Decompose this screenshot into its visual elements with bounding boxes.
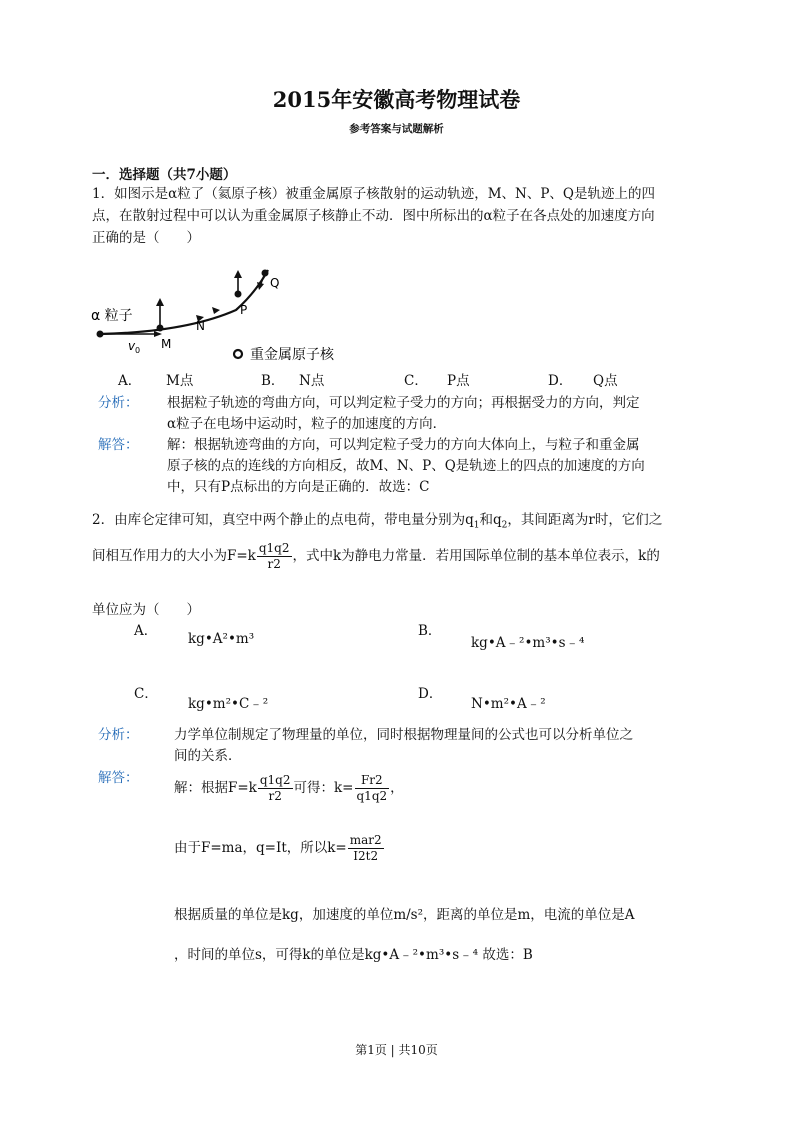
q2-stem-part: 间相互作用力的大小为F=k bbox=[92, 548, 256, 564]
v0-subscript: 0 bbox=[135, 346, 141, 355]
q1-answer-label: 解答： bbox=[98, 437, 139, 453]
q2-option-c-letter: C． bbox=[134, 686, 158, 702]
q1-option-c-text: P点 bbox=[447, 373, 470, 389]
q1-trajectory-figure bbox=[86, 262, 386, 372]
q1-answer-line3: 中，只有P点标出的方向是正确的．故选：C bbox=[167, 479, 430, 495]
q2-stem-subscript: 2 bbox=[501, 520, 508, 531]
q1-option-c bbox=[404, 369, 428, 389]
alpha-particle-label: α 粒子 bbox=[91, 308, 133, 324]
p-accel-arrowhead bbox=[234, 270, 242, 278]
section-heading: 一．选择题（共7小题） bbox=[92, 167, 237, 183]
q1-answer-line1: 解：根据轨迹弯曲的方向，可以判定粒子受力的方向大体向上，与粒子和重金属 bbox=[167, 437, 640, 453]
q2-solution-line4: ，时间的单位s，可得k的单位是kg•A﹣²•m³•s﹣⁴ 故选：B bbox=[174, 947, 533, 963]
q2-solution-line3: 根据质量的单位是kg，加速度的单位m/s²，距离的单位是m，电流的单位是A bbox=[174, 907, 635, 923]
q2-option-a-expr: kg•A²•m³ bbox=[188, 631, 255, 647]
q2-stem-line3: 单位应为（ ） bbox=[92, 602, 200, 618]
fraction-denominator: r2 bbox=[267, 557, 281, 571]
q1-option-b-text: N点 bbox=[299, 373, 325, 389]
q2-stem-part: ，式中k为静电力常量．若用国际单位制的基本单位表示，k的 bbox=[292, 548, 660, 564]
q2-answer-label: 解答： bbox=[98, 770, 139, 786]
q2-analysis-line1: 力学单位制规定了物理量的单位，同时根据物理量间的公式也可以分析单位之 bbox=[174, 727, 633, 743]
q2-solution-line2 bbox=[174, 833, 385, 864]
solution-fraction-2 bbox=[355, 773, 390, 804]
q2-option-d-letter: D． bbox=[418, 686, 443, 702]
q2-stem-part: 2．由库仑定律可知，真空中两个静止的点电荷，带电量分别为q bbox=[92, 512, 474, 528]
nucleus-label: 重金属原子核 bbox=[250, 347, 334, 363]
q2-option-a-letter: A． bbox=[134, 623, 158, 639]
q2-option-b-expr: kg•A﹣²•m³•s﹣⁴ bbox=[471, 635, 585, 651]
option-letter: A． bbox=[118, 373, 142, 389]
label-n: N bbox=[196, 319, 205, 333]
q1-option-d-text: Q点 bbox=[593, 373, 618, 389]
fraction-denominator: r2 bbox=[268, 789, 282, 803]
q-accel-arrowhead bbox=[257, 282, 264, 290]
q1-stem-line3: 正确的是（ ） bbox=[92, 230, 200, 246]
q1-option-a bbox=[118, 369, 141, 389]
q2-option-c-expr: kg•m²•C﹣² bbox=[188, 696, 269, 712]
fraction-numerator: mar2 bbox=[349, 833, 382, 847]
label-p: P bbox=[240, 303, 248, 317]
document-title: 2015年安徽高考物理试卷 bbox=[272, 87, 521, 112]
solution-fraction-1 bbox=[258, 773, 293, 804]
q1-option-a-text: M点 bbox=[166, 373, 194, 389]
m-accel-arrowhead bbox=[156, 298, 164, 306]
solution-text: 可得：k= bbox=[293, 780, 354, 796]
q2-analysis-label: 分析： bbox=[98, 727, 139, 743]
fraction-denominator: I2t2 bbox=[353, 849, 379, 863]
q1-analysis-label: 分析： bbox=[98, 395, 139, 411]
solution-fraction-3 bbox=[348, 833, 384, 864]
label-q: Q bbox=[270, 276, 280, 290]
label-m: M bbox=[161, 337, 172, 351]
q2-analysis-line2: 间的关系． bbox=[174, 748, 242, 764]
n2-arrowhead bbox=[212, 307, 220, 314]
q1-analysis-line2: α粒子在电场中运动时，粒子的加速度的方向． bbox=[167, 416, 447, 432]
q2-option-b-letter: B． bbox=[418, 623, 442, 639]
q2-option-d-expr: N•m²•A﹣² bbox=[471, 696, 546, 712]
q2-stem-line1 bbox=[92, 508, 662, 531]
q2-stem-line2 bbox=[92, 541, 660, 572]
q1-analysis-line1: 根据粒子轨迹的弯曲方向，可以判定粒子受力的方向；再根据受力的方向，判定 bbox=[167, 395, 640, 411]
fraction-numerator: Fr2 bbox=[355, 773, 390, 789]
option-letter: C． bbox=[404, 373, 428, 389]
trajectory-curve bbox=[100, 270, 268, 334]
q2-stem-subscript: 1 bbox=[473, 520, 480, 531]
q1-stem-line1: 1．如图示是α粒了（氦原子核）被重金属原子核散射的运动轨迹，M、N、P、Q是轨迹上的四 bbox=[92, 186, 655, 202]
page-footer: 第1页 | 共10页 bbox=[355, 1043, 438, 1057]
nucleus-icon bbox=[234, 350, 242, 358]
q1-option-b bbox=[261, 369, 284, 389]
fraction-numerator: q1q2 bbox=[259, 773, 291, 787]
q1-answer-line2: 原子核的点的连线的方向相反，故M、N、P、Q是轨迹上的四点的加速度的方向 bbox=[167, 458, 645, 474]
fraction-denominator: q1q2 bbox=[356, 789, 388, 803]
solution-text: 解：根据F=k bbox=[174, 780, 257, 796]
q2-stem-part: 和q bbox=[479, 512, 502, 528]
option-letter: D． bbox=[548, 373, 573, 389]
q1-stem-line2: 点，在散射过程中可以认为重金属原子核静止不动．图中所标出的α粒子在各点处的加速度方向 bbox=[92, 208, 655, 224]
v0-label: v bbox=[128, 339, 136, 353]
q1-option-d bbox=[548, 369, 572, 389]
document-subtitle: 参考答案与试题解析 bbox=[349, 123, 444, 135]
fraction-numerator: q1q2 bbox=[258, 541, 290, 555]
option-letter: B． bbox=[261, 373, 285, 389]
q2-solution-line1 bbox=[174, 773, 404, 804]
solution-text: 由于F=ma，q=It，所以k= bbox=[174, 840, 347, 856]
solution-text: ， bbox=[390, 780, 404, 796]
q2-stem-part: ，其间距离为r时，它们之 bbox=[507, 512, 663, 528]
coulomb-fraction bbox=[257, 541, 292, 572]
